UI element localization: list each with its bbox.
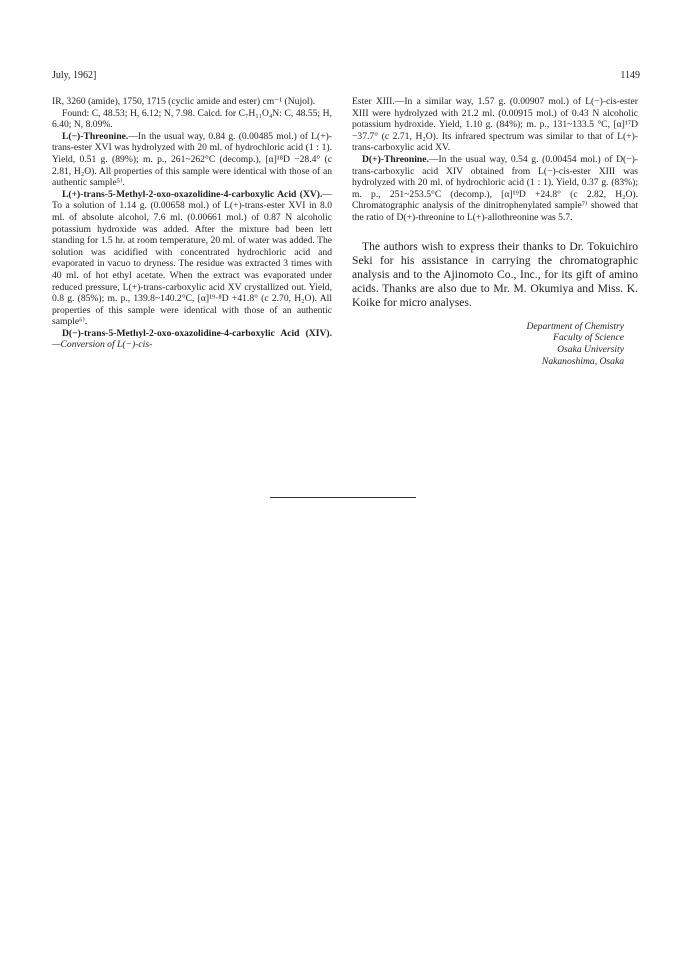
header-date: July, 1962] bbox=[52, 70, 97, 81]
section-heading: D(+)-Threonine. bbox=[362, 153, 429, 165]
left-column bbox=[52, 96, 332, 351]
end-rule bbox=[270, 497, 416, 498]
affiliation-line: Osaka University bbox=[557, 344, 624, 356]
paragraph: IR, 3260 (amide), 1750, 1715 (cyclic amide and ester) cm⁻¹ (Nujol). bbox=[52, 96, 316, 107]
paragraph: D(+)-Threonine.—In the usual way, 0.54 g. (0.00454 mol.) of D(−)-trans-carboxylic acid XIV obtained from L(−)-cis-ester XIII was hydrolyzed with 20 ml. of hydrochloric acid (1 : 1). Yield, 0.37 g. (83%); m. p., 251~253.5°C (decomp.), [α]¹⁹D +24.8° (c 2.82, H₂O). Chromatographic analysis of the dinitrophenylated sample⁷⁾ showed that the ratio of D(+)-threonine to L(+)-allothreonine was 5.7. bbox=[352, 153, 638, 223]
section-heading: L(−)-Threonine. bbox=[62, 130, 129, 142]
affiliation bbox=[352, 321, 638, 368]
affiliation-line: Nakanoshima, Osaka bbox=[541, 355, 624, 367]
paragraph: D(−)-trans-5-Methyl-2-oxo-oxazolidine-4-carboxylic Acid (XIV).—Conversion of L(−)-cis- bbox=[52, 327, 332, 351]
paragraph: Found: C, 48.53; H, 6.12; N, 7.98. Calcd. for C₇H₁₁O₄N: C, 48.55; H, 6.40; N, 8.09%. bbox=[52, 107, 332, 131]
paragraph: L(+)-trans-5-Methyl-2-oxo-oxazolidine-4-carboxylic Acid (XV).—To a solution of 1.14 g. (0.00658 mol.) of L(+)-trans-ester XVI in 8.0 ml. of absolute alcohol, 7.6 ml. (0.00661 mol.) of 0.87 N alcoholic potassium hydroxide was added. After the mixture bad been lett standing for 1.5 hr. at room temperature, 20 ml. of water was added. The solution was acidified with concentrated hydrochloric acid and evaporated in vacuo to dryness. The residue was extracted 3 times with 40 ml. of hot ethyl acetate. When the extract was evaporated under reduced pressure, L(+)-trans-carboxylic acid XV crystallized out. Yield, 0.8 g. (85%); m. p., 139.8~140.2°C, [α]¹⁹·⁸D +41.8° (c 2.70, H₂O). All properties of this sample were identical with those of an authentic sample⁶⁾. bbox=[52, 188, 332, 328]
section-heading: L(+)-trans-5-Methyl-2-oxo-oxazolidine-4-carboxylic Acid (XV). bbox=[62, 188, 323, 200]
affiliation-line: Faculty of Science bbox=[553, 332, 624, 344]
acknowledgement: The authors wish to express their thanks to Dr. Tokuichiro Seki for his assistance in carrying the chromatographic analysis and to the Ajinomoto Co., Inc., for its gift of amino acids. Thanks are also due to Mr. M. Okumiya and Miss. K. Koike for micro analyses. bbox=[352, 239, 638, 310]
right-column bbox=[352, 96, 638, 368]
paragraph: Ester XIII.—In a similar way, 1.57 g. (0.00907 mol.) of L(−)-cis-ester XIII were hydrolyzed with 21.2 ml. (0.00915 mol.) of 0.43 N alcoholic potassium hydroxide. Yield, 1.10 g. (84%); m. p., 131~133.5 °C, [α]¹⁷D −37.7° (c 2.71, H₂O). Its infrared spectrum was similar to that of L(+)-trans-carboxylic acid XV. bbox=[352, 96, 638, 154]
running-header bbox=[52, 70, 640, 84]
page-number: 1149 bbox=[620, 70, 640, 81]
paragraph: L(−)-Threonine.—In the usual way, 0.84 g. (0.00485 mol.) of L(+)-trans-ester XVI was hydrolyzed with 20 ml. of hydrochloric acid (1 : 1). Yield, 0.51 g. (89%); m. p., 261~262°C (decomp.), [α]¹⁸D −28.4° (c 2.81, H₂O). All properties of this sample were identical with those of an authentic sample⁵⁾. bbox=[52, 130, 332, 189]
affiliation-line: Department of Chemistry bbox=[526, 320, 624, 332]
section-heading: D(−)-trans-5-Methyl-2-oxo-oxazolidine-4-carboxylic Acid (XIV). bbox=[62, 327, 332, 339]
